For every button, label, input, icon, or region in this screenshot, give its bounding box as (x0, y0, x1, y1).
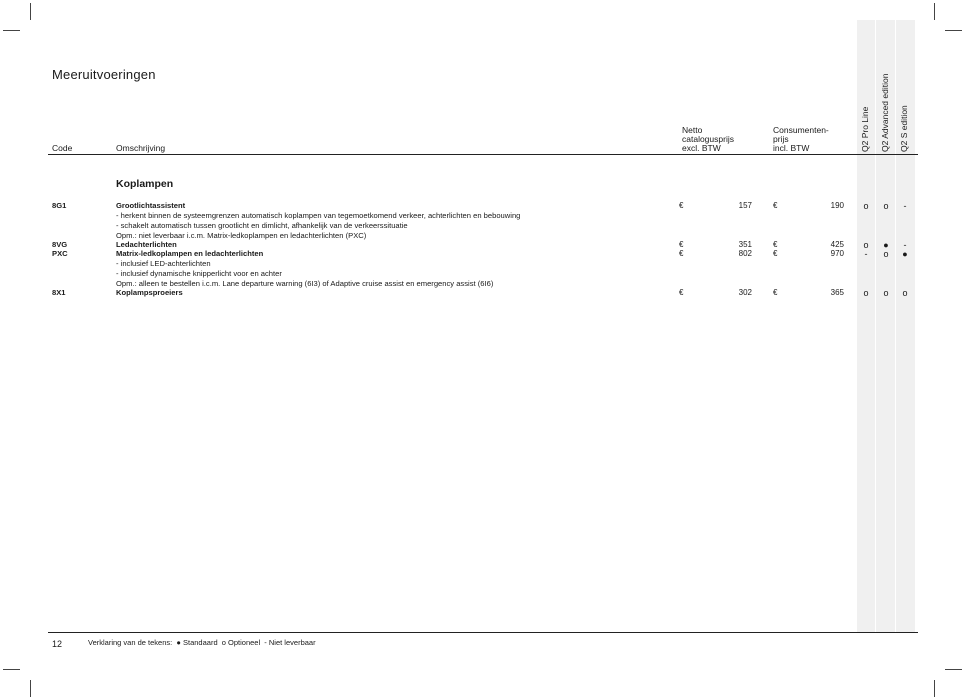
page-number: 12 (52, 639, 63, 649)
consumer-price: 190 (830, 201, 844, 210)
consumer-price: 970 (830, 249, 844, 258)
option-detail: - herkent binnen de systeemgrenzen automatisch koplampen van tegemoetkomend verkeer, achterlichten en bebouwing (116, 211, 521, 220)
availability-mark: - (903, 201, 907, 211)
column-header-code: Code (52, 143, 73, 153)
column-header-net-price: Netto catalogusprijs excl. BTW (682, 125, 734, 153)
option-detail: Opm.: niet leverbaar i.c.m. Matrix-ledkoplampen en ledachterlichten (PXC) (116, 231, 367, 240)
crop-mark (934, 680, 935, 697)
option-code: PXC (52, 249, 68, 258)
crop-mark (945, 669, 962, 670)
column-header-consumer-price: Consumenten- prijs incl. BTW (773, 125, 829, 153)
option-name: Ledachterlichten (116, 240, 177, 249)
consumer-price: 365 (830, 288, 844, 297)
euro-sign: € (679, 201, 684, 210)
availability-mark: ● (902, 249, 908, 259)
column-header-description: Omschrijving (116, 143, 166, 153)
crop-mark (3, 30, 20, 31)
option-detail: - schakelt automatisch tussen grootlicht en dimlicht, afhankelijk van de verkeerssituatie (116, 221, 408, 230)
column-header-edition-2: Q2 Advanced edition (880, 73, 890, 152)
euro-sign: € (773, 249, 778, 258)
crop-mark (934, 3, 935, 20)
column-header-edition-3: Q2 S edition (899, 105, 909, 152)
euro-sign: € (773, 201, 778, 210)
crop-mark (3, 669, 20, 670)
consumer-price: 425 (830, 240, 844, 249)
header-divider (48, 154, 918, 155)
net-price: 157 (738, 201, 752, 210)
availability-mark: o (883, 288, 889, 298)
option-detail: Opm.: alleen te bestellen i.c.m. Lane departure warning (6I3) of Adaptive cruise assist en emergency assist (6I6) (116, 279, 494, 288)
page-title: Meeruitvoeringen (52, 67, 156, 82)
availability-mark: o (863, 201, 869, 211)
availability-mark: - (903, 240, 907, 250)
availability-mark: o (883, 249, 889, 259)
option-code: 8X1 (52, 288, 66, 297)
crop-mark (30, 680, 31, 697)
availability-mark: - (864, 249, 868, 259)
legend: Verklaring van de tekens: ● Standaard o Optioneel - Niet leverbaar (88, 638, 316, 647)
euro-sign: € (773, 288, 778, 297)
availability-mark: o (863, 240, 869, 250)
euro-sign: € (679, 240, 684, 249)
euro-sign: € (679, 288, 684, 297)
option-name: Koplampsproeiers (116, 288, 183, 297)
net-price: 302 (738, 288, 752, 297)
option-code: 8VG (52, 240, 68, 249)
option-detail: - inclusief LED-achterlichten (116, 259, 211, 268)
option-name: Matrix-ledkoplampen en ledachterlichten (116, 249, 264, 258)
column-header-edition-1: Q2 Pro Line (860, 106, 870, 152)
availability-mark: o (902, 288, 908, 298)
crop-mark (945, 30, 962, 31)
availability-mark: o (863, 288, 869, 298)
option-detail: - inclusief dynamische knipperlicht voor en achter (116, 269, 282, 278)
availability-mark: ● (883, 240, 889, 250)
euro-sign: € (679, 249, 684, 258)
option-code: 8G1 (52, 201, 67, 210)
net-price: 351 (738, 240, 752, 249)
section-title: Koplampen (116, 178, 174, 190)
net-price: 802 (738, 249, 752, 258)
footer-divider (48, 632, 918, 633)
euro-sign: € (773, 240, 778, 249)
option-name: Grootlichtassistent (116, 201, 186, 210)
availability-mark: o (883, 201, 889, 211)
crop-mark (30, 3, 31, 20)
